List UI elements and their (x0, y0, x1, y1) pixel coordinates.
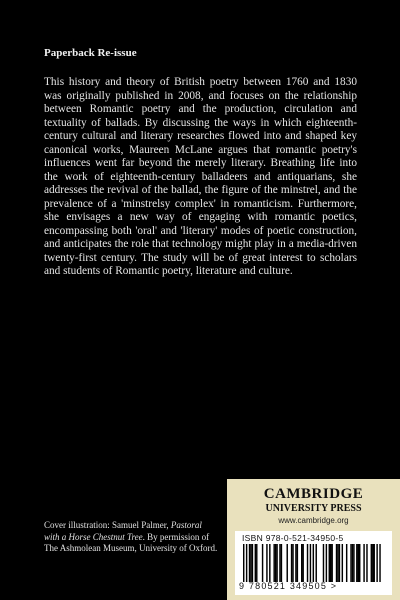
barcode-bar (329, 544, 330, 582)
barcode-bar (281, 544, 282, 582)
publisher-url: www.cambridge.org (278, 516, 349, 525)
barcode-bar (249, 544, 250, 582)
isbn-label: ISBN 978-0-521-34950-5 (242, 533, 344, 543)
barcode-bar (323, 544, 324, 582)
barcode-bar (339, 544, 340, 582)
barcode-bar (297, 544, 298, 582)
barcode-bar (292, 544, 293, 582)
barcode-bar (353, 544, 354, 582)
book-description: This history and theory of British poetry between 1760 and 1830 was originally published in 2008, and focuses on the relationship between Romantic poetry and the production, circulation and textuality of ballads. By discussing the ways in which eighteenth-century cultural and literary researches flowed into and shaped key canonical works, Maureen McLane argues that romantic poetry's influences went far beyond the merely literary. Breathing life into the work of eighteenth-century balladeers and antiquarians, she addresses the revival of the ballad, the figure of the minstrel, and the prevalence of a 'minstrelsy complex' in romanticism. Furthermore, she envisages a new way of engaging with romantic poetics, encompassing both 'oral' and 'literary' modes of poetic construction, and anticipates the role that technology might play in a media-driven twenty-first century. The study will be of great interest to scholars and students of Romantic poetry, literature and culture. (44, 76, 357, 277)
barcode-bar (366, 544, 367, 582)
painting-title: Pastoral with a Horse Chestnut Tree (44, 520, 202, 542)
barcode-bar (331, 544, 332, 582)
barcode-bar (372, 544, 373, 582)
barcode-bar (262, 544, 263, 582)
barcode-bar (266, 544, 267, 582)
barcode-image (241, 544, 386, 582)
barcode-bar (310, 544, 311, 582)
barcode-bar (374, 544, 375, 582)
barcode-bar (302, 544, 303, 582)
credit-prefix: Cover illustration: Samuel Palmer, (44, 520, 171, 530)
barcode-bar (350, 544, 351, 582)
barcode-bar (291, 544, 292, 582)
cover-illustration-credit (44, 520, 219, 555)
barcode-bar (336, 544, 337, 582)
barcode-bar (316, 544, 317, 582)
barcode-bar (256, 544, 257, 582)
barcode-bar (279, 544, 280, 582)
barcode-bar (255, 544, 256, 582)
barcode-bar (358, 544, 359, 582)
publisher-press: UNIVERSITY PRESS (265, 503, 362, 514)
barcode-bar (276, 544, 277, 582)
barcode-bar (313, 544, 314, 582)
barcode-bar (250, 544, 251, 582)
barcode-bar (295, 544, 296, 582)
barcode-bar (330, 544, 331, 582)
barcode-bar (273, 544, 274, 582)
barcode-bar (371, 544, 372, 582)
barcode-bar (269, 544, 270, 582)
barcode-bar (243, 544, 244, 582)
barcode-bar (376, 544, 377, 582)
barcode-bar (307, 544, 308, 582)
barcode-bar (275, 544, 276, 582)
reissue-heading: Paperback Re-issue (44, 47, 137, 59)
barcode-bar (379, 544, 380, 582)
barcode-bar (356, 544, 357, 582)
barcode-bar (301, 544, 302, 582)
barcode-digits: 9 780521 349505 > (239, 581, 338, 591)
barcode-bar (252, 544, 253, 582)
publisher-panel (227, 479, 400, 600)
barcode-bar (287, 544, 288, 582)
publisher-name: CAMBRIDGE (263, 486, 364, 502)
barcode-bar (346, 544, 347, 582)
barcode-bar (359, 544, 360, 582)
barcode-bar (326, 544, 327, 582)
barcode-bar (352, 544, 353, 582)
credit-suffix: . By permission of The Ashmolean Museum, University of Oxford. (44, 531, 218, 553)
barcode-box (235, 531, 392, 595)
barcode-bar (337, 544, 338, 582)
barcode-bar (363, 544, 364, 582)
barcode-bar (246, 544, 247, 582)
barcode-bar (342, 544, 343, 582)
